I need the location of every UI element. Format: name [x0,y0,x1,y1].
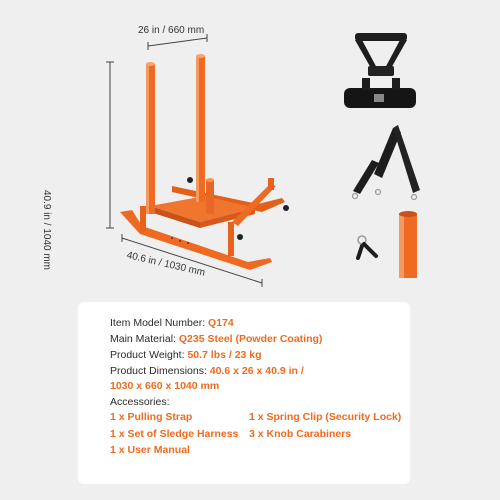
spec-weight-label: Product Weight: [110,349,185,361]
spec-model [110,316,234,330]
accessory-item: 3 x Knob Carabiners [249,428,352,440]
spec-material-label: Main Material: [110,333,176,345]
dimension-lines [106,34,262,287]
accessory-item: 1 x User Manual [110,444,190,456]
spec-model-label: Item Model Number: [110,317,206,329]
harness-icon [344,33,416,108]
spec-material [110,332,322,346]
spec-weight-value: 50.7 lbs / 23 kg [187,349,262,361]
pulling-strap-icon [353,125,421,200]
spec-weight [110,348,262,362]
sled-icon [120,54,289,270]
spec-dimensions-label: Product Dimensions: [110,365,207,377]
tube-icon [399,211,417,278]
spec-dimensions-value-2: 1030 x 660 x 1040 mm [110,380,220,392]
spec-accessories-label: Accessories: [110,396,170,408]
dimension-width: 26 in / 660 mm [138,25,205,36]
dimension-length: 40.6 in / 1030 mm [125,250,206,279]
dimension-height: 40.9 in / 1040 mm [41,189,52,271]
accessory-item: 1 x Set of Sledge Harness [110,428,239,440]
spring-clip-icon [358,236,376,258]
spec-material-value: Q235 Steel (Powder Coating) [178,333,323,345]
spec-dimensions-line2 [110,379,219,393]
spec-model-value: Q174 [208,317,234,329]
spec-dimensions-value-1: 40.6 x 26 x 40.9 in / [209,365,304,377]
spec-dimensions [110,364,304,378]
accessory-item: 1 x Spring Clip (Security Lock) [249,411,402,423]
accessory-item: 1 x Pulling Strap [110,411,193,423]
